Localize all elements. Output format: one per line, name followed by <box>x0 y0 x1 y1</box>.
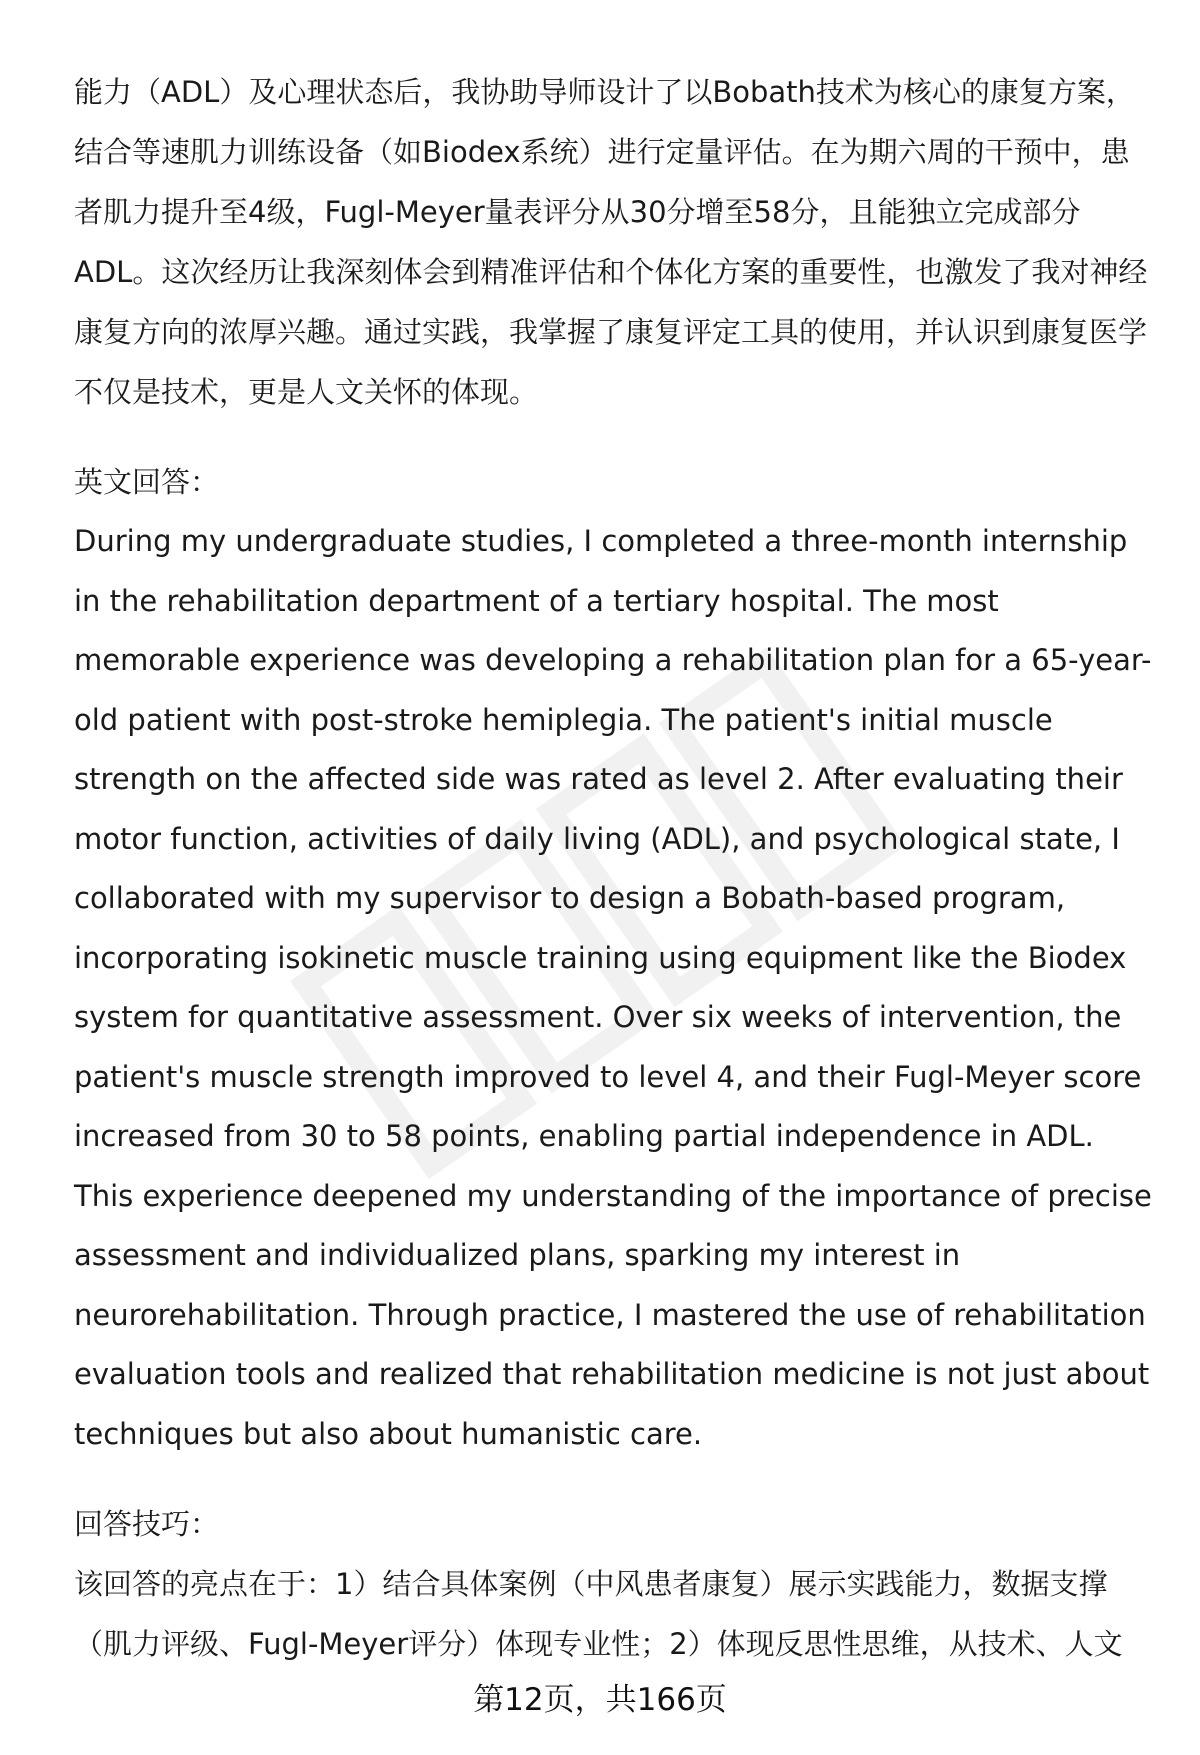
english-answer-heading: 英文回答： <box>74 465 220 499</box>
chinese-answer-paragraph: 能力（ADL）及心理状态后，我协助导师设计了以Bobath技术为核心的康复方案，结合等速肌力训练设备（如Biodex系统）进行定量评估。在为期六周的干预中，患者肌力提升至4级，Fugl-Meyer量表评分从30分增至58分，且能独立完成部分ADL。这次经历让我深刻体会到精准评估和个体化方案的重要性，也激发了我对神经康复方向的浓厚兴趣。通过实践，我掌握了康复评定工具的使用，并认识到康复医学不仅是技术，更是人文关怀的体现。 <box>74 75 1148 409</box>
english-answer-paragraph: During my undergraduate studies, I completed a three-month internship in the rehabilitation department of a tertiary hospital. The most memorable experience was developing a rehabilitation plan for a 65-year-old patient with post-stroke hemiplegia. The patient's initial muscle strength on the affected side was rated as level 2. After evaluating their motor function, activities of daily living (ADL), and psychological state, I collaborated with my supervisor to design a Bobath-based program, incorporating isokinetic muscle training using equipment like the Biodex system for quantitative assessment. Over six weeks of intervention, the patient's muscle strength improved to level 4, and their Fugl-Meyer score increased from 30 to 58 points, enabling partial independence in ADL. This experience deepened my understanding of the importance of precise assessment and individualized plans, sparking my interest in neurorehabilitation. Through practice, I mastered the use of rehabilitation evaluation tools and realized that rehabilitation medicine is not just about techniques but also about humanistic care. <box>74 524 1152 1451</box>
document-body <box>74 62 1154 1674</box>
answer-tips-paragraph: 该回答的亮点在于：1）结合具体案例（中风患者康复）展示实践能力，数据支撑（肌力评级、Fugl-Meyer评分）体现专业性；2）体现反思性思维，从技术、人文 <box>74 1567 1123 1661</box>
page-number-footer: 第12页，共166页 <box>473 1682 727 1718</box>
section-gap <box>74 422 1154 452</box>
answer-tips-heading: 回答技巧： <box>74 1507 220 1541</box>
section-gap <box>74 1464 1154 1494</box>
